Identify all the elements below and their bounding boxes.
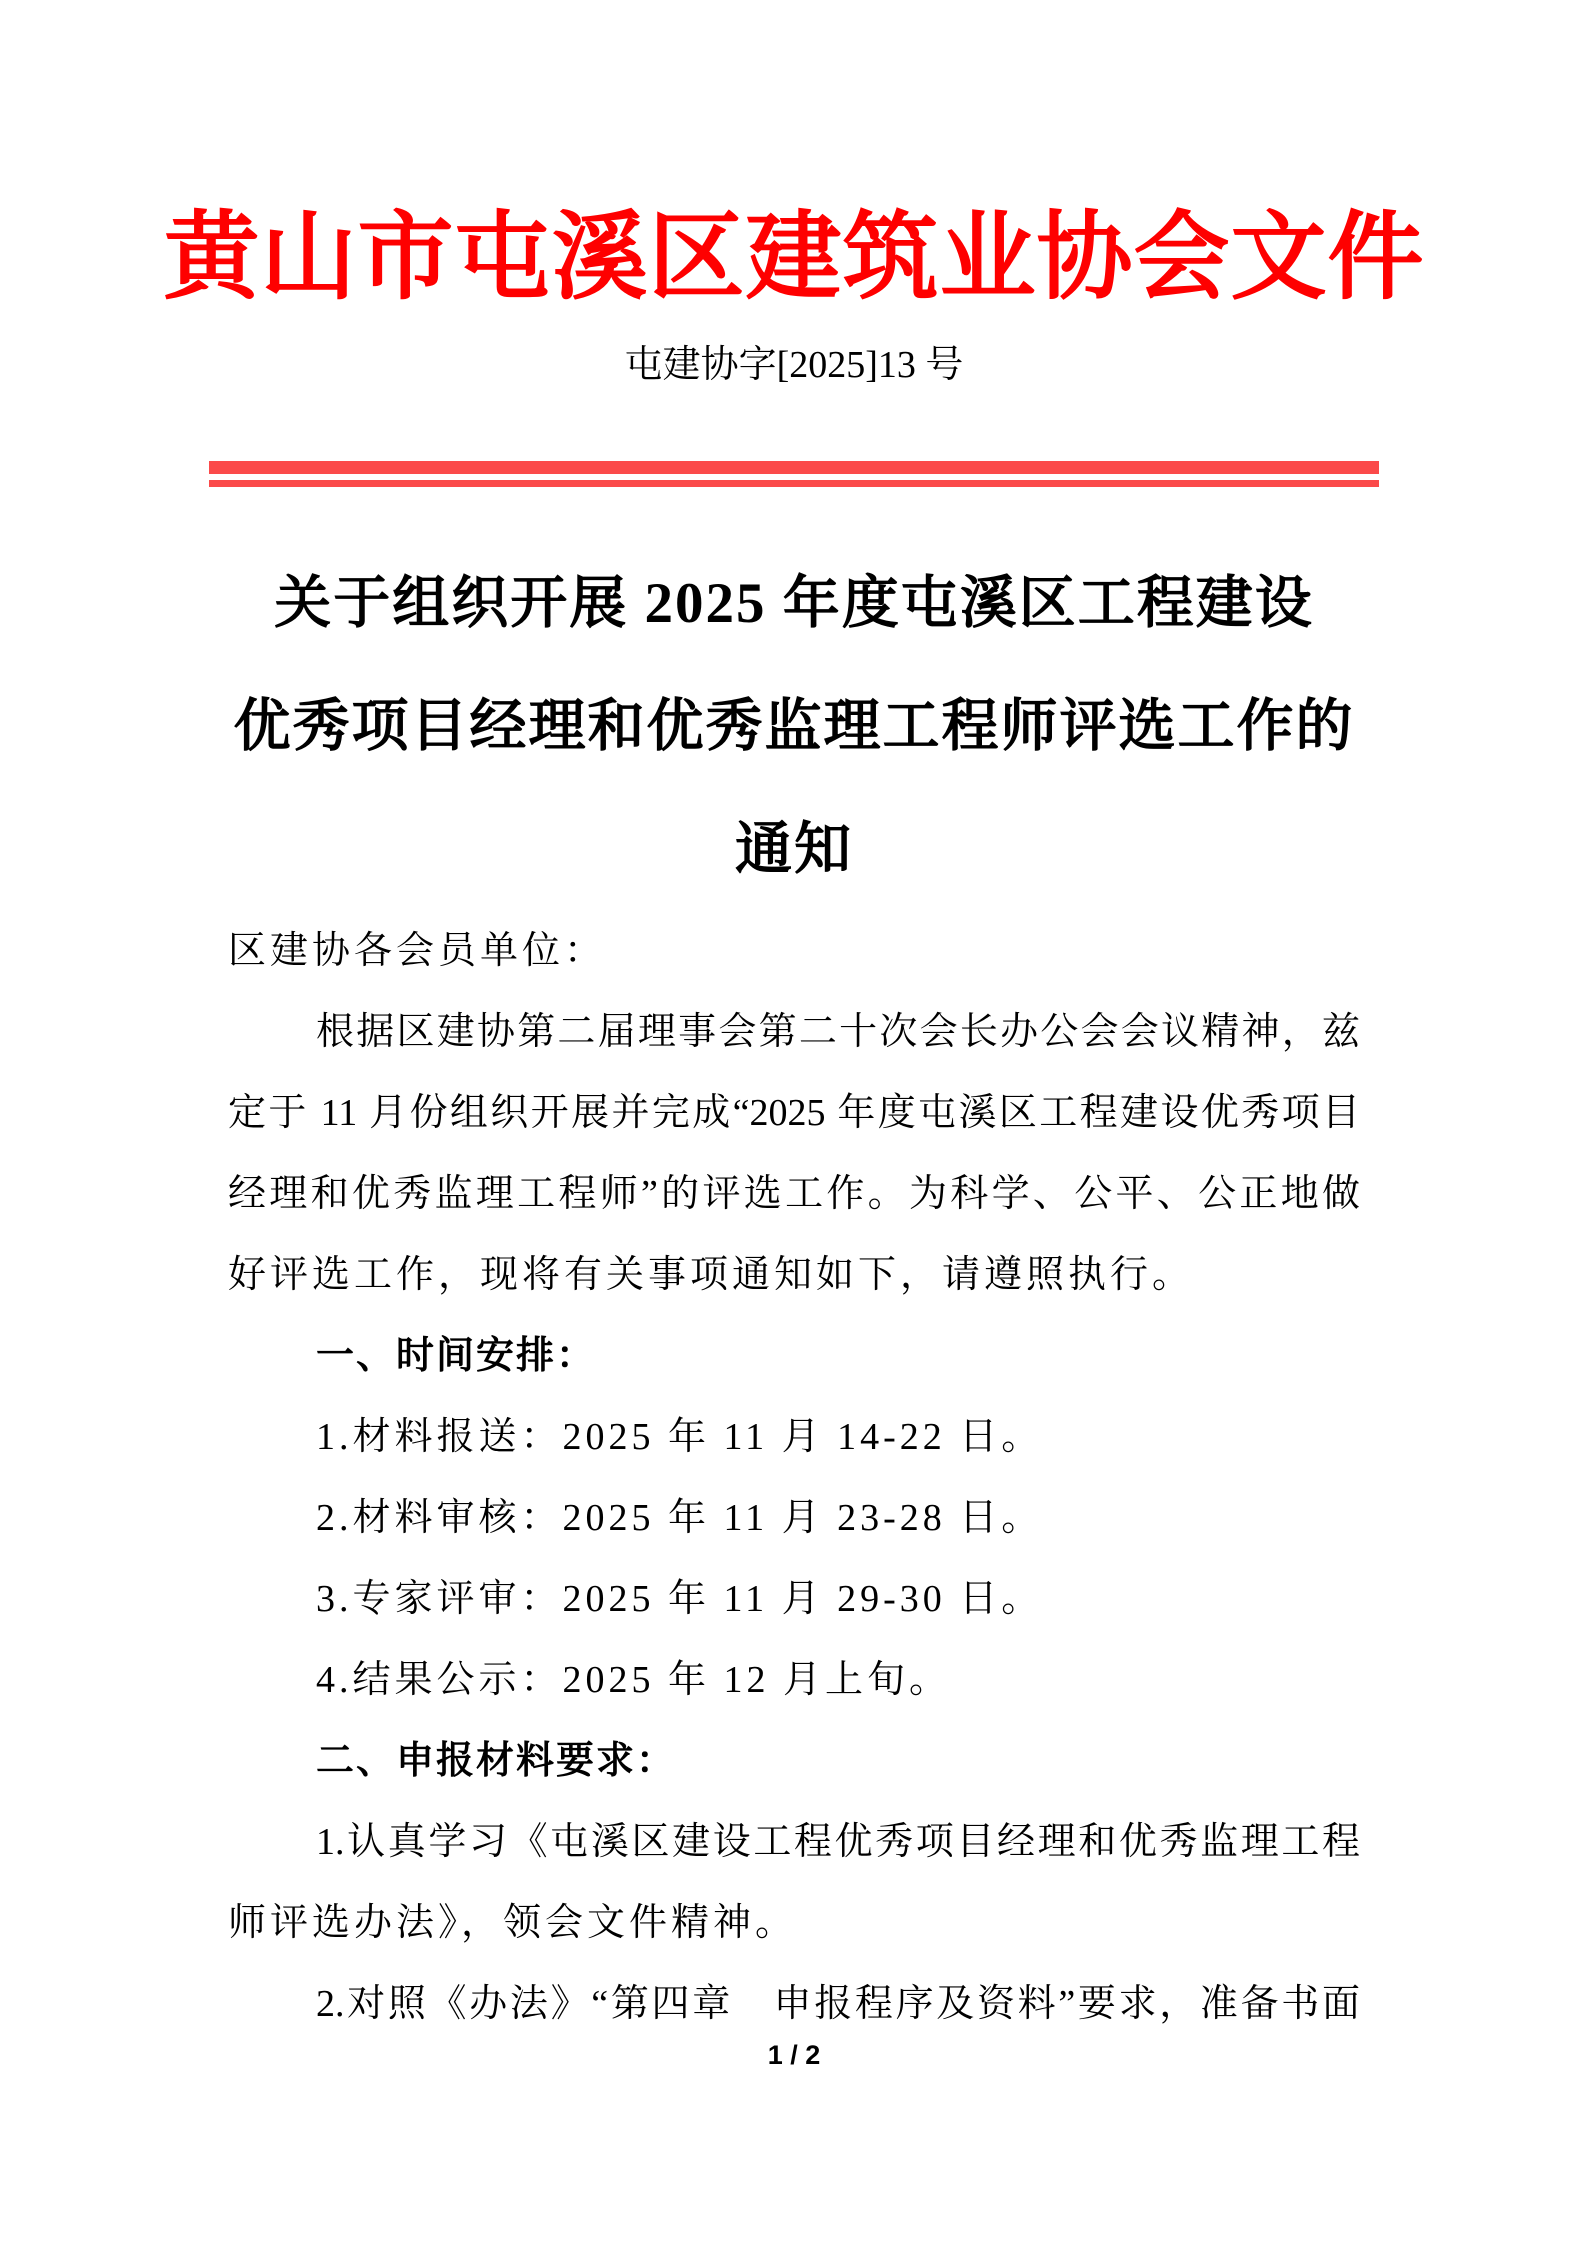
notice-body <box>228 911 1360 2045</box>
body-line: 根据区建协第二届理事会第二十次会长办公会会议精神，兹 <box>316 1010 1360 1053</box>
schedule-item-1: 1.材料报送：2025 年 11 月 14-22 日。 <box>316 1415 1044 1458</box>
page-number: 1 / 2 <box>767 2040 821 2070</box>
schedule-item-3: 3.专家评审：2025 年 11 月 29-30 日。 <box>316 1577 1044 1620</box>
document-number: 屯建协字[2025]13 号 <box>624 344 964 387</box>
body-line: 定于 11 月份组织开展并完成“2025 年度屯溪区工程建设优秀项目 <box>228 1091 1360 1134</box>
body-line: 2.对照《办法》“第四章 申报程序及资料”要求，准备书面 <box>316 1982 1360 2025</box>
red-divider-thick-line <box>209 461 1379 474</box>
section-heading-schedule: 一、时间安排： <box>316 1334 597 1377</box>
notice-title-line-2: 优秀项目经理和优秀监理工程师评选工作的 <box>233 694 1355 758</box>
red-divider-thin-line <box>209 480 1379 487</box>
notice-title-line-3: 通知 <box>735 817 853 881</box>
body-line: 师评选办法》，领会文件精神。 <box>228 1901 798 1944</box>
body-line: 好评选工作，现将有关事项通知如下，请遵照执行。 <box>228 1253 1195 1296</box>
salutation-line: 区建协各会员单位： <box>228 929 607 972</box>
red-double-divider <box>209 461 1379 487</box>
body-line: 经理和优秀监理工程师”的评选工作。为科学、公平、公正地做 <box>228 1172 1360 1215</box>
section-heading-materials: 二、申报材料要求： <box>316 1739 677 1782</box>
schedule-item-2: 2.材料审核：2025 年 11 月 23-28 日。 <box>316 1496 1044 1539</box>
notice-title <box>0 542 1588 911</box>
letterhead-title: 黄山市屯溪区建筑业协会文件 <box>163 204 1425 311</box>
notice-title-line-1: 关于组织开展 2025 年度屯溪区工程建设 <box>274 571 1314 635</box>
schedule-item-4: 4.结果公示：2025 年 12 月上旬。 <box>316 1658 952 1701</box>
body-line: 1.认真学习《屯溪区建设工程优秀项目经理和优秀监理工程 <box>316 1820 1360 1863</box>
